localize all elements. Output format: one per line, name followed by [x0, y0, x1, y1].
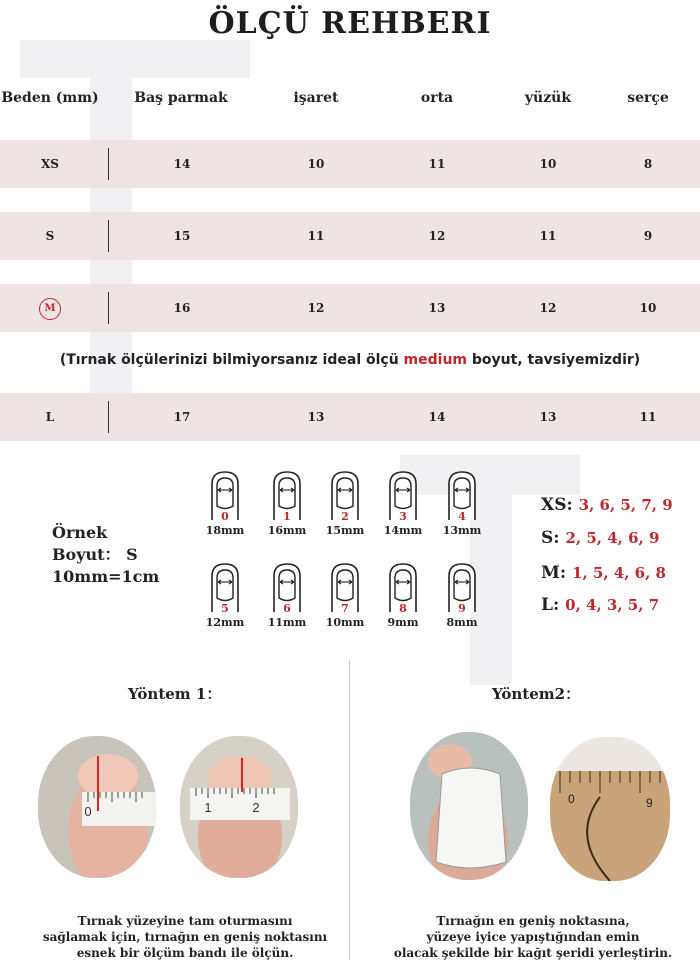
size-set-label: L:: [541, 595, 560, 615]
table-row-s: [0, 212, 700, 260]
tape-illustration-2: [180, 736, 298, 878]
tape-illustration-1: [38, 736, 156, 878]
nail-icon: [328, 470, 362, 522]
size-set-s: [541, 528, 659, 548]
table-cell: 10: [539, 157, 557, 171]
nail-width-label: 12mm: [205, 616, 245, 629]
table-cell: 17: [173, 410, 191, 424]
example-block: [52, 522, 159, 588]
table-cell: 11: [539, 229, 557, 243]
size-set-values: 1, 5, 4, 6, 8: [572, 564, 666, 582]
method-2-title: Yöntem2：: [492, 685, 581, 703]
size-set-values: 0, 4, 3, 5, 7: [565, 596, 660, 614]
table-cell: 13: [428, 301, 446, 315]
size-label: L: [45, 410, 55, 424]
size-set-values: 2, 5, 4, 6, 9: [565, 529, 660, 547]
nail-icon: [328, 562, 362, 614]
example-title: Örnek: [52, 523, 108, 542]
header-thumb: Baş parmak: [134, 90, 228, 106]
table-cell: 12: [307, 301, 325, 315]
nail-number: 8: [399, 602, 407, 614]
size-set-label: XS:: [541, 495, 573, 515]
size-set-label: M:: [541, 563, 567, 583]
header-index: işaret: [293, 90, 339, 106]
recommendation-note: [0, 352, 700, 368]
nail-number: 7: [341, 602, 349, 614]
nail-number: 4: [458, 510, 466, 522]
nail-width-label: 11mm: [267, 616, 307, 629]
nail-diagram: [262, 470, 312, 537]
table-cell: 13: [307, 410, 325, 424]
table-cell: 9: [643, 229, 653, 243]
nail-icon: [445, 562, 479, 614]
finger-tape-photo-2: [180, 736, 298, 878]
nail-number: 2: [341, 510, 349, 522]
nail-diagram: [320, 562, 370, 629]
nail-diagram: [320, 470, 370, 537]
nail-number: 9: [458, 602, 466, 614]
size-set-values: 3, 6, 5, 7, 9: [578, 496, 673, 514]
table-row-xs: [0, 140, 700, 188]
size-set-xs: [541, 495, 673, 515]
finger-paper-photo: [410, 732, 528, 880]
size-label: [10, 284, 90, 332]
page-title: ÖLÇÜ REHBERI: [208, 6, 492, 41]
nail-icon: [208, 470, 242, 522]
table-cell: 16: [173, 301, 191, 315]
nail-icon: [386, 470, 420, 522]
caption-line: olacak şekilde bir kağıt şeridi yerleştirin.: [393, 946, 673, 960]
table-cell: 8: [643, 157, 653, 171]
header-size: Beden (mm): [1, 90, 99, 106]
table-cell: 13: [539, 410, 557, 424]
nail-width-label: 9mm: [387, 616, 419, 629]
size-label: S: [45, 229, 55, 243]
size-set-label: S:: [541, 528, 560, 548]
method-1-caption: [40, 913, 330, 961]
table-cell: 11: [307, 229, 325, 243]
table-cell: 11: [639, 410, 657, 424]
table-cell: 12: [428, 229, 446, 243]
highlighted-size-circle: M: [39, 298, 61, 320]
nail-diagram: [200, 470, 250, 537]
nail-diagram: [378, 562, 428, 629]
tape-label: 0: [84, 804, 92, 819]
row-divider: [108, 220, 109, 252]
table-cell: 12: [539, 301, 557, 315]
table-row-m: [0, 284, 700, 332]
nail-width-label: 8mm: [446, 616, 478, 629]
nail-icon: [208, 562, 242, 614]
example-size: Boyut： S: [52, 545, 138, 564]
method-1-title: Yöntem 1：: [128, 685, 222, 703]
note-highlight: medium: [403, 352, 468, 368]
finger-tape-photo-1: [38, 736, 156, 878]
nail-diagram: [437, 562, 487, 629]
nail-icon: [445, 470, 479, 522]
table-cell: 15: [173, 229, 191, 243]
caption-line: sağlamak için, tırnağın en geniş noktasını: [42, 930, 328, 944]
nail-width-label: 14mm: [383, 524, 423, 537]
nail-width-label: 10mm: [325, 616, 365, 629]
caption-line: yüzeye iyice yapıştığından emin: [426, 930, 640, 944]
ruler-illustration: [550, 737, 670, 881]
note-text-before: (Tırnak ölçülerinizi bilmiyorsanız ideal ölçü: [59, 352, 404, 368]
nail-width-label: 18mm: [205, 524, 245, 537]
size-set-m: [541, 563, 666, 583]
nail-number: 1: [283, 510, 291, 522]
nail-width-label: 15mm: [325, 524, 365, 537]
header-pinky: serçe: [627, 90, 669, 106]
ruler-label: 9: [646, 796, 653, 810]
table-cell: 14: [428, 410, 446, 424]
row-divider: [108, 292, 109, 324]
ruler-label: 0: [568, 792, 575, 806]
section-divider: [349, 660, 350, 960]
size-set-l: [541, 595, 659, 615]
caption-line: Tırnak yüzeyine tam oturmasını: [77, 914, 293, 928]
nail-number: 0: [221, 510, 229, 522]
method-2-caption: [372, 913, 694, 961]
table-cell: 11: [428, 157, 446, 171]
nail-number: 5: [221, 602, 229, 614]
watermark-shape: [20, 40, 250, 78]
nail-width-label: 16mm: [267, 524, 307, 537]
row-divider: [108, 401, 109, 433]
paper-strip-illustration: [410, 732, 528, 880]
nail-diagram: [378, 470, 428, 537]
nail-number: 6: [283, 602, 291, 614]
tape-label: 1: [204, 800, 212, 815]
nail-width-label: 13mm: [442, 524, 482, 537]
row-divider: [108, 148, 109, 180]
table-row-l: [0, 393, 700, 441]
caption-line: esnek bir ölçüm bandı ile ölçün.: [76, 946, 294, 960]
example-unit: 10mm=1cm: [52, 567, 160, 586]
table-cell: 10: [639, 301, 657, 315]
nail-diagram: [437, 470, 487, 537]
table-cell: 10: [307, 157, 325, 171]
nail-icon: [270, 470, 304, 522]
nail-icon: [270, 562, 304, 614]
nail-diagram: [262, 562, 312, 629]
tape-label: 2: [252, 800, 260, 815]
header-middle: orta: [420, 90, 454, 106]
nail-icon: [386, 562, 420, 614]
caption-line: Tırnağın en geniş noktasına,: [436, 914, 630, 928]
ruler-photo: [550, 737, 670, 881]
nail-number: 3: [399, 510, 407, 522]
size-label: XS: [41, 157, 59, 171]
table-cell: 14: [173, 157, 191, 171]
nail-diagram: [200, 562, 250, 629]
note-text-after: boyut, tavsiyemizdir): [467, 352, 641, 368]
header-ring: yüzük: [524, 90, 572, 106]
